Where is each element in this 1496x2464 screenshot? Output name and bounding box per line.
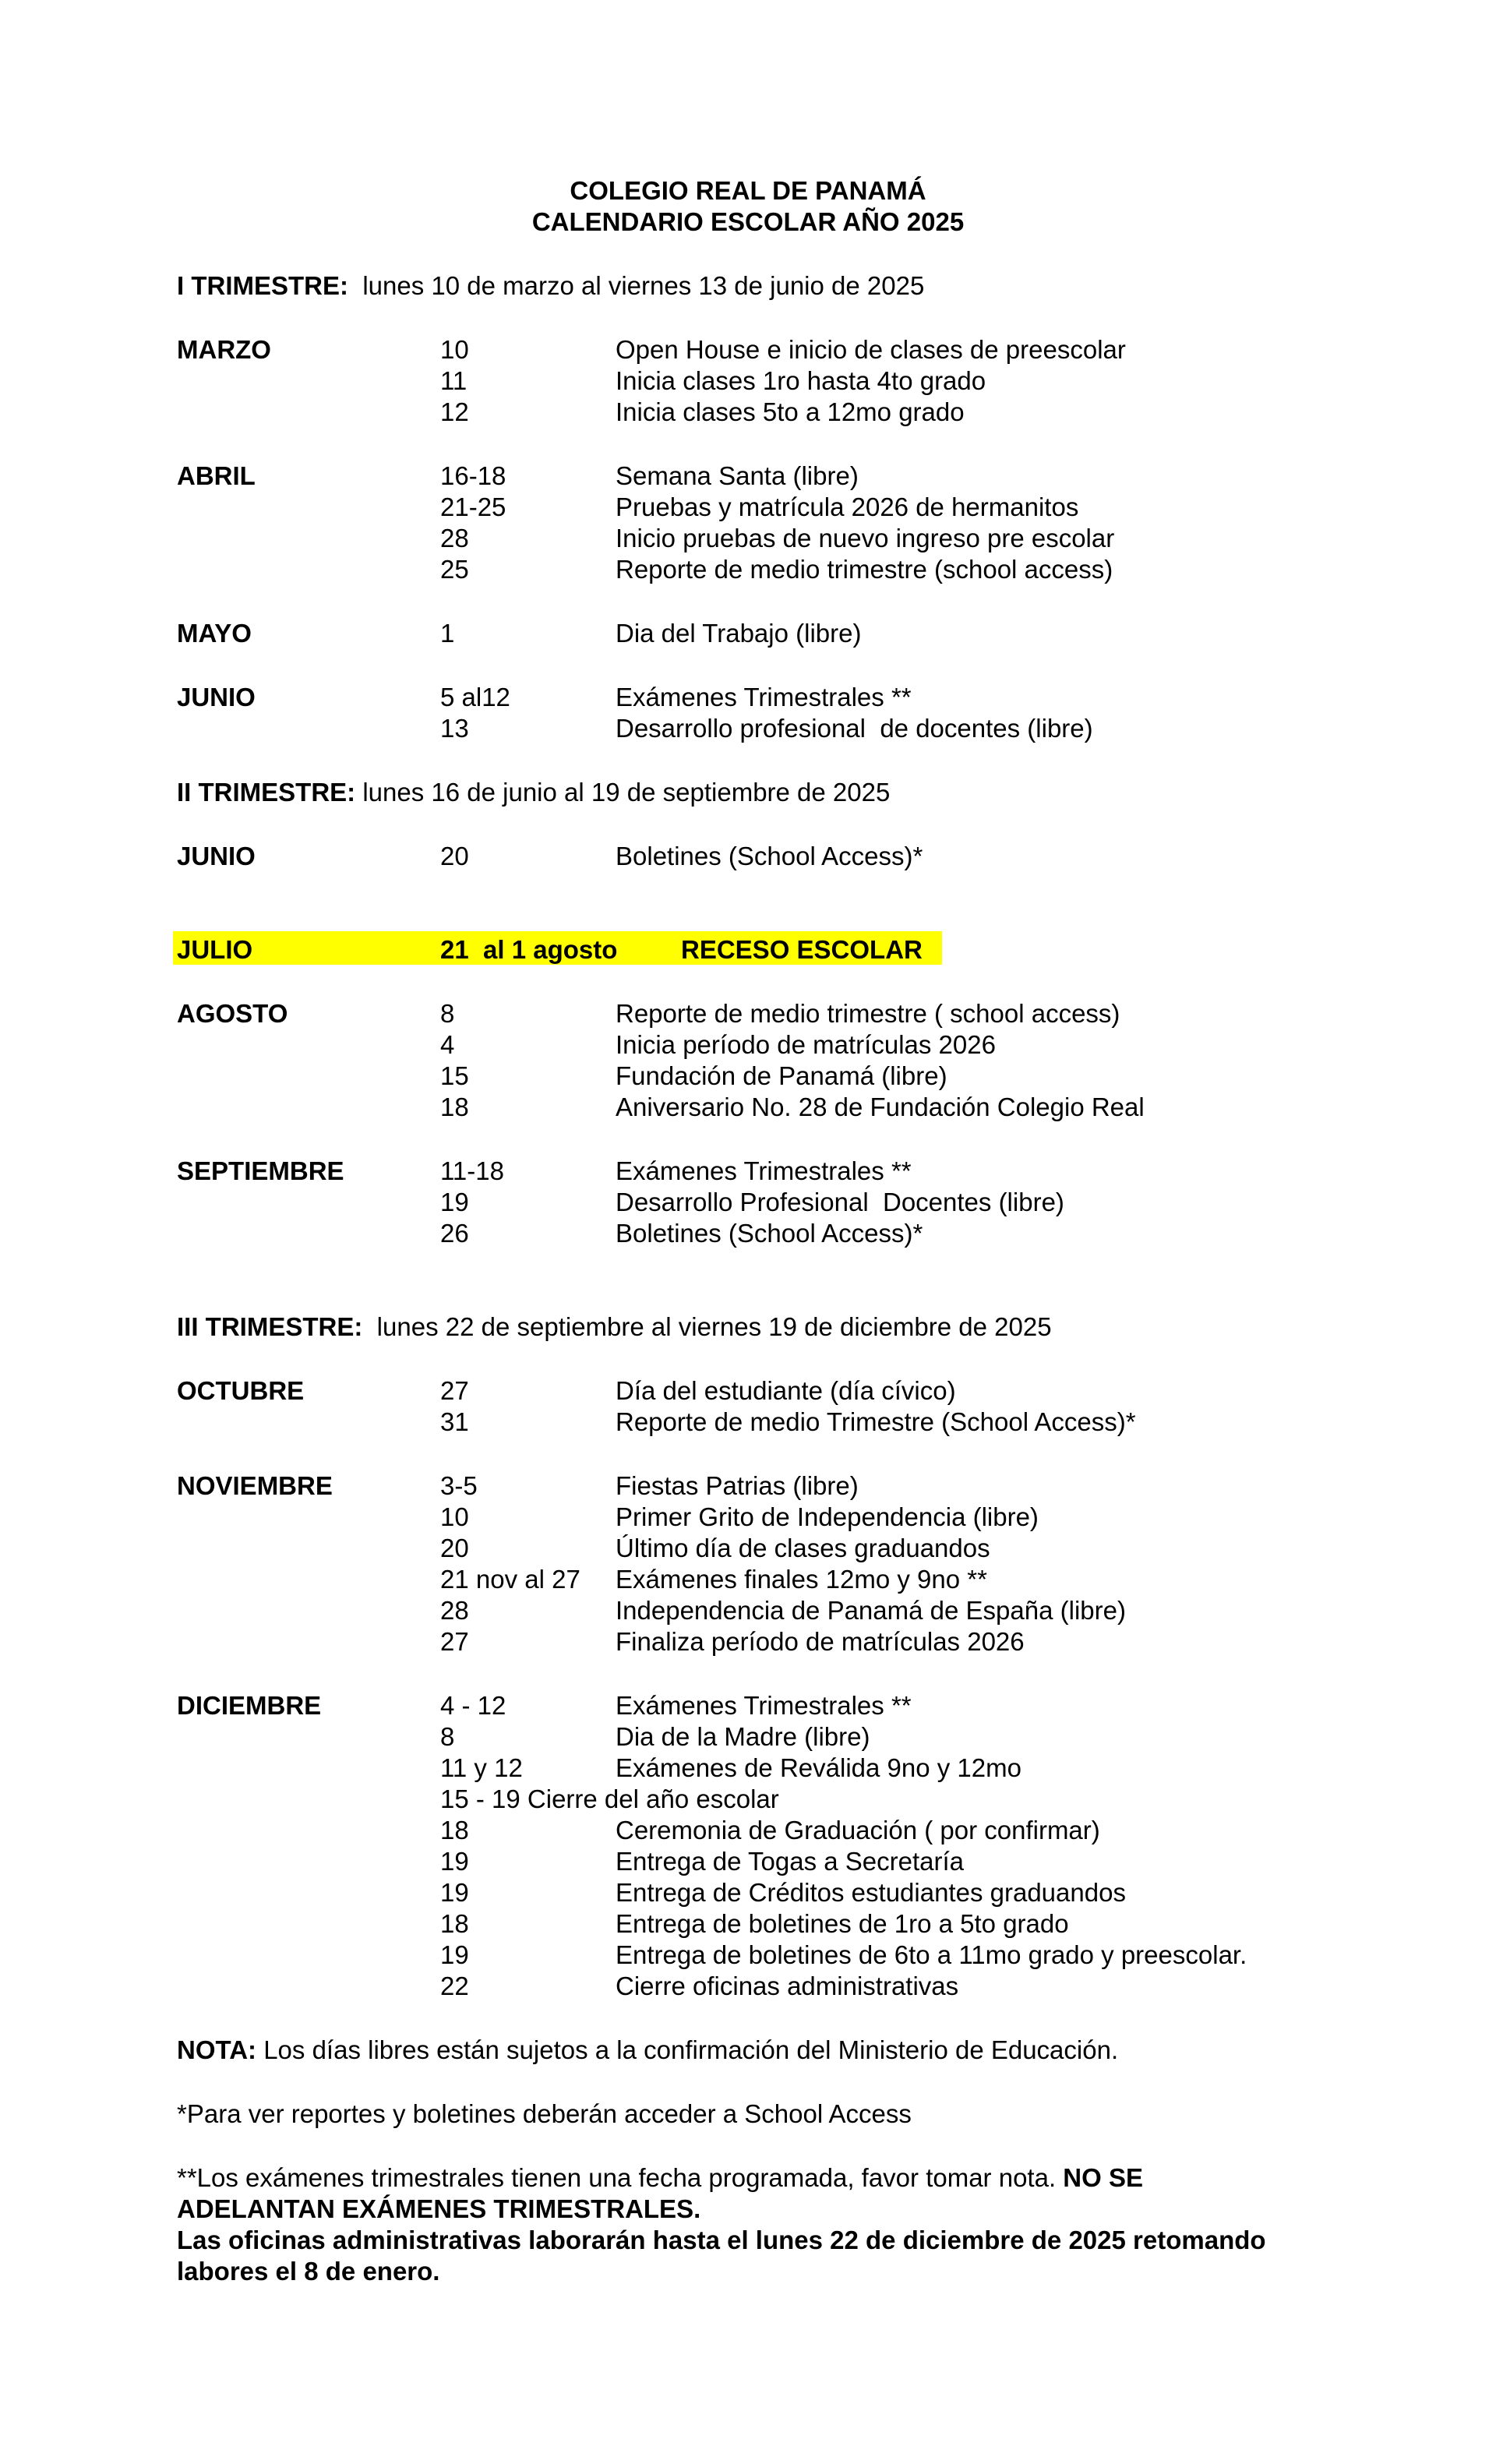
month-name: [177, 1846, 440, 1877]
event-row: [177, 1815, 1387, 1846]
event-description: Último día de clases graduandos: [616, 1534, 990, 1562]
event-date: 19: [440, 1188, 469, 1216]
event-date: 18: [440, 1093, 469, 1121]
event-row: [177, 365, 1387, 397]
month-block: [177, 1375, 1387, 1438]
trimester-heading: [177, 777, 1387, 808]
event-row: [177, 713, 1387, 744]
note-text: Los días libres están sujetos a la confirmación del Ministerio de Educación.: [256, 2035, 1119, 2064]
month-name: [177, 1908, 440, 1940]
event-description: Día del estudiante (día cívico): [616, 1376, 956, 1405]
event-date: 21-25: [440, 492, 506, 521]
event-date: 19: [440, 1847, 469, 1876]
trimester-label: III TRIMESTRE:: [177, 1312, 363, 1341]
month-name: [177, 1092, 440, 1123]
event-row: [177, 1187, 1387, 1218]
month-name: JUNIO: [177, 842, 256, 870]
month-name: DICIEMBRE: [177, 1691, 322, 1720]
event-description: Entrega de boletines de 6to a 11mo grado y preescolar.: [616, 1940, 1247, 1969]
receso-escolar-row: [177, 934, 1387, 965]
event-description: Reporte de medio trimestre (school access): [616, 555, 1113, 584]
event-row: [177, 1784, 1387, 1815]
event-date: 18: [440, 1909, 469, 1938]
event-description: Fiestas Patrias (libre): [616, 1471, 859, 1500]
event-description: Entrega de Créditos estudiantes graduandos: [616, 1878, 1126, 1907]
trimester-range: lunes 10 de marzo al viernes 13 de junio de 2025: [348, 271, 925, 300]
event-description: Semana Santa (libre): [616, 461, 859, 490]
trimester-range: lunes 16 de junio al 19 de septiembre de 2025: [355, 778, 891, 807]
note-paragraph: [177, 2162, 1387, 2287]
month-name: [177, 713, 440, 744]
event-description: Dia del Trabajo (libre): [616, 619, 862, 648]
event-date: 31: [440, 1407, 469, 1436]
event-date: 21 nov al 27: [440, 1565, 580, 1594]
event-description: Open House e inicio de clases de preescolar: [616, 335, 1126, 364]
event-row: [177, 1533, 1387, 1564]
event-description: Dia de la Madre (libre): [616, 1722, 870, 1751]
trimester-label: II TRIMESTRE:: [177, 778, 356, 807]
event-row: [177, 1877, 1387, 1908]
trimester-section: [177, 270, 1387, 744]
event-description: Ceremonia de Graduación ( por confirmar): [616, 1816, 1100, 1844]
event-row: [177, 492, 1387, 523]
event-row: [177, 334, 1387, 365]
event-row: [177, 618, 1387, 649]
event-description: RECESO ESCOLAR: [681, 935, 923, 964]
note-line: [177, 2194, 1387, 2225]
event-description: Entrega de Togas a Secretaría: [616, 1847, 965, 1876]
event-row: [177, 1218, 1387, 1249]
event-date: 10: [440, 335, 469, 364]
month-name: [177, 365, 440, 397]
event-date: 15: [440, 1061, 469, 1090]
event-row: [177, 1029, 1387, 1061]
event-description: Independencia de Panamá de España (libre): [616, 1596, 1126, 1625]
month-name: [177, 1502, 440, 1533]
month-name: [177, 1533, 440, 1564]
month-name: [177, 1877, 440, 1908]
note-text: ADELANTAN EXÁMENES TRIMESTRALES.: [177, 2194, 701, 2223]
event-date: 27: [440, 1376, 469, 1405]
event-date: 27: [440, 1627, 469, 1656]
event-date: 5 al12: [440, 683, 510, 711]
event-date: 19: [440, 1940, 469, 1969]
event-description: Aniversario No. 28 de Fundación Colegio Real: [616, 1093, 1145, 1121]
event-date: 19: [440, 1878, 469, 1907]
month-name: SEPTIEMBRE: [177, 1156, 344, 1185]
note-line: [177, 2225, 1387, 2256]
note-text: NO SE: [1063, 2163, 1143, 2192]
event-date: 13: [440, 714, 469, 743]
month-name: AGOSTO: [177, 999, 288, 1028]
month-block: [177, 461, 1387, 585]
event-description: Boletines (School Access)*: [616, 842, 923, 870]
trimester-heading: [177, 270, 1387, 302]
event-description: Entrega de boletines de 1ro a 5to grado: [616, 1909, 1069, 1938]
event-row: [177, 1156, 1387, 1187]
event-description: Primer Grito de Independencia (libre): [616, 1502, 1039, 1531]
event-row: [177, 1595, 1387, 1626]
event-date: 18: [440, 1816, 469, 1844]
event-date: 8: [440, 999, 455, 1028]
note-paragraph: [177, 2099, 1387, 2130]
month-name: [177, 1218, 440, 1249]
event-date: 1: [440, 619, 455, 648]
event-row: [177, 1908, 1387, 1940]
event-description: Fundación de Panamá (libre): [616, 1061, 947, 1090]
event-row: [177, 523, 1387, 554]
event-row: [177, 682, 1387, 713]
month-block: [177, 618, 1387, 649]
month-name: MARZO: [177, 335, 271, 364]
month-name: [177, 1061, 440, 1092]
event-date: 15 - 19 Cierre del año escolar: [440, 1784, 779, 1813]
event-date: 22: [440, 1972, 469, 2000]
month-name: [177, 1784, 440, 1815]
event-row: [177, 1092, 1387, 1123]
event-description: Inicia clases 5to a 12mo grado: [616, 397, 965, 426]
event-row: [177, 1940, 1387, 1971]
event-row: [177, 1564, 1387, 1595]
trimester-section: [177, 1311, 1387, 2002]
month-name: OCTUBRE: [177, 1376, 305, 1405]
trimester-section: [177, 777, 1387, 1249]
note-line: [177, 2162, 1387, 2194]
month-block: [177, 1690, 1387, 2002]
event-description: Reporte de medio Trimestre (School Access)*: [616, 1407, 1136, 1436]
event-description: Exámenes Trimestrales **: [616, 1156, 912, 1185]
month-name: NOVIEMBRE: [177, 1471, 333, 1500]
event-date: 21 al 1 agosto: [440, 935, 618, 964]
note-line: [177, 2256, 1387, 2287]
event-date: 11-18: [440, 1156, 504, 1185]
document-header: [177, 175, 1387, 238]
event-description: Desarrollo Profesional Docentes (libre): [616, 1188, 1064, 1216]
event-row: [177, 1375, 1387, 1407]
month-name: [177, 1971, 440, 2002]
event-row: [177, 1721, 1387, 1753]
event-date: 10: [440, 1502, 469, 1531]
event-row: [177, 1407, 1387, 1438]
event-row: [177, 1846, 1387, 1877]
month-name: [177, 554, 440, 585]
event-date: 4: [440, 1030, 455, 1059]
event-row: [177, 1061, 1387, 1092]
event-row: [177, 841, 1387, 872]
note-line: [177, 2035, 1387, 2066]
event-date: 20: [440, 842, 469, 870]
event-date: 4 - 12: [440, 1691, 506, 1720]
month-block: [177, 934, 1387, 965]
event-description: Cierre oficinas administrativas: [616, 1972, 959, 2000]
month-name: ABRIL: [177, 461, 256, 490]
event-row: [177, 1753, 1387, 1784]
month-name: MAYO: [177, 619, 252, 648]
month-name: [177, 1595, 440, 1626]
month-block: [177, 998, 1387, 1123]
event-date: 8: [440, 1722, 455, 1751]
event-description: Exámenes finales 12mo y 9no **: [616, 1565, 987, 1594]
month-name: [177, 1407, 440, 1438]
month-block: [177, 682, 1387, 744]
event-description: Desarrollo profesional de docentes (libre): [616, 714, 1093, 743]
note-text: Las oficinas administrativas laborarán hasta el lunes 22 de diciembre de 2025 retomando: [177, 2226, 1266, 2254]
month-name: [177, 492, 440, 523]
notes-section: [177, 2035, 1387, 2287]
event-description: Inicia período de matrículas 2026: [616, 1030, 996, 1059]
event-date: 3-5: [440, 1471, 478, 1500]
note-line: [177, 2099, 1387, 2130]
trimester-range: lunes 22 de septiembre al viernes 19 de diciembre de 2025: [362, 1312, 1052, 1341]
month-name: [177, 1626, 440, 1657]
calendar-title: CALENDARIO ESCOLAR AÑO 2025: [531, 207, 965, 236]
note-text: labores el 8 de enero.: [177, 2257, 440, 2286]
event-date: 25: [440, 555, 469, 584]
note-text: *Para ver reportes y boletines deberán acceder a School Access: [177, 2099, 912, 2128]
note-paragraph: [177, 2035, 1387, 2066]
event-description: Boletines (School Access)*: [616, 1219, 923, 1248]
month-name: JUNIO: [177, 683, 256, 711]
trimester-heading: [177, 1311, 1387, 1343]
event-description: Finaliza período de matrículas 2026: [616, 1627, 1025, 1656]
event-row: [177, 1690, 1387, 1721]
school-name: COLEGIO REAL DE PANAMÁ: [570, 176, 926, 205]
month-name: [177, 397, 440, 428]
month-block: [177, 1156, 1387, 1249]
month-block: [177, 841, 1387, 872]
event-description: Exámenes Trimestrales **: [616, 1691, 912, 1720]
note-text: NOTA:: [177, 2035, 257, 2064]
event-date: 26: [440, 1219, 469, 1248]
event-row: [177, 1626, 1387, 1657]
event-date: 16-18: [440, 461, 506, 490]
event-row: [177, 998, 1387, 1029]
month-block: [177, 334, 1387, 428]
event-description: Reporte de medio trimestre ( school access): [616, 999, 1120, 1028]
event-date: 28: [440, 1596, 469, 1625]
note-text: **Los exámenes trimestrales tienen una fecha programada, favor tomar nota.: [177, 2163, 1064, 2192]
month-block: [177, 1470, 1387, 1657]
month-name: JULIO: [177, 935, 253, 964]
month-name: [177, 1187, 440, 1218]
event-date: 28: [440, 524, 469, 552]
event-row: [177, 461, 1387, 492]
event-date: 12: [440, 397, 469, 426]
event-row: [177, 1470, 1387, 1502]
event-description: Exámenes Trimestrales **: [616, 683, 912, 711]
event-description: Exámenes de Reválida 9no y 12mo: [616, 1753, 1021, 1782]
calendar-body: [177, 270, 1387, 2002]
event-date: 11: [440, 366, 468, 395]
month-name: [177, 1564, 440, 1595]
month-name: [177, 523, 440, 554]
event-row: [177, 1502, 1387, 1533]
month-name: [177, 1721, 440, 1753]
event-date: 20: [440, 1534, 469, 1562]
event-row: [177, 1971, 1387, 2002]
event-description: Pruebas y matrícula 2026 de hermanitos: [616, 492, 1079, 521]
month-name: [177, 1815, 440, 1846]
event-date: 11 y 12: [440, 1753, 523, 1782]
event-description: Inicio pruebas de nuevo ingreso pre escolar: [616, 524, 1115, 552]
month-name: [177, 1029, 440, 1061]
event-row: [177, 397, 1387, 428]
event-row: [177, 554, 1387, 585]
event-description: Inicia clases 1ro hasta 4to grado: [616, 366, 986, 395]
month-name: [177, 1940, 440, 1971]
month-name: [177, 1753, 440, 1784]
trimester-label: I TRIMESTRE:: [177, 271, 348, 300]
